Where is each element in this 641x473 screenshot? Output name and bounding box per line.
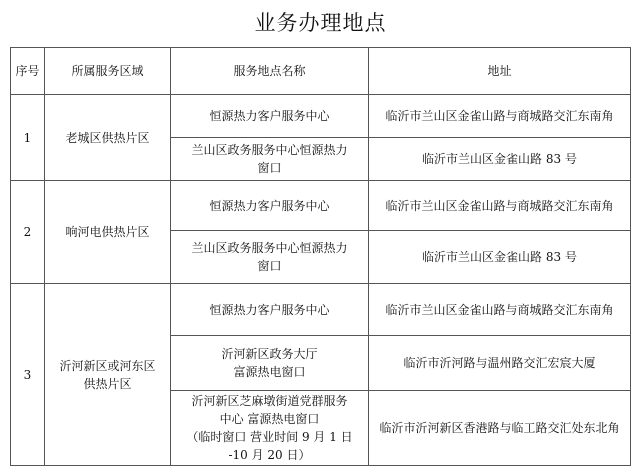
site-cell: 恒源热力客户服务中心 (171, 181, 369, 231)
seq-cell: 3 (11, 284, 45, 466)
address-cell: 临沂市沂河路与温州路交汇宏宸大厦 (369, 336, 631, 391)
header-site: 服务地点名称 (171, 48, 369, 95)
service-locations-table (10, 47, 631, 466)
address-cell: 临沂市兰山区金雀山路 83 号 (369, 138, 631, 181)
table-row (11, 181, 631, 231)
address-cell: 临沂市兰山区金雀山路与商城路交汇东南角 (369, 95, 631, 138)
site-cell: 恒源热力客户服务中心 (171, 284, 369, 336)
table-row (11, 95, 631, 138)
area-cell: 老城区供热片区 (45, 95, 171, 181)
area-cell: 响河电供热片区 (45, 181, 171, 284)
site-cell: 兰山区政务服务中心恒源热力 窗口 (171, 231, 369, 284)
page-title: 业务办理地点 (254, 11, 387, 35)
header-area: 所属服务区域 (45, 48, 171, 95)
header-seq: 序号 (11, 48, 45, 95)
address-cell: 临沂市兰山区金雀山路与商城路交汇东南角 (369, 284, 631, 336)
table-row (11, 284, 631, 336)
site-cell: 沂河新区芝麻墩街道党群服务 中心 富源热电窗口 （临时窗口 营业时间 9 月 1 日 -10 月 20 日） (171, 391, 369, 466)
table-header-row (11, 48, 631, 95)
site-cell: 兰山区政务服务中心恒源热力 窗口 (171, 138, 369, 181)
address-cell: 临沂市兰山区金雀山路 83 号 (369, 231, 631, 284)
site-cell: 恒源热力客户服务中心 (171, 95, 369, 138)
address-cell: 临沂市沂河新区香港路与临工路交汇处东北角 (369, 391, 631, 466)
header-address: 地址 (369, 48, 631, 95)
site-cell: 沂河新区政务大厅 富源热电窗口 (171, 336, 369, 391)
seq-cell: 2 (11, 181, 45, 284)
area-cell: 沂河新区或河东区 供热片区 (45, 284, 171, 466)
seq-cell: 1 (11, 95, 45, 181)
address-cell: 临沂市兰山区金雀山路与商城路交汇东南角 (369, 181, 631, 231)
